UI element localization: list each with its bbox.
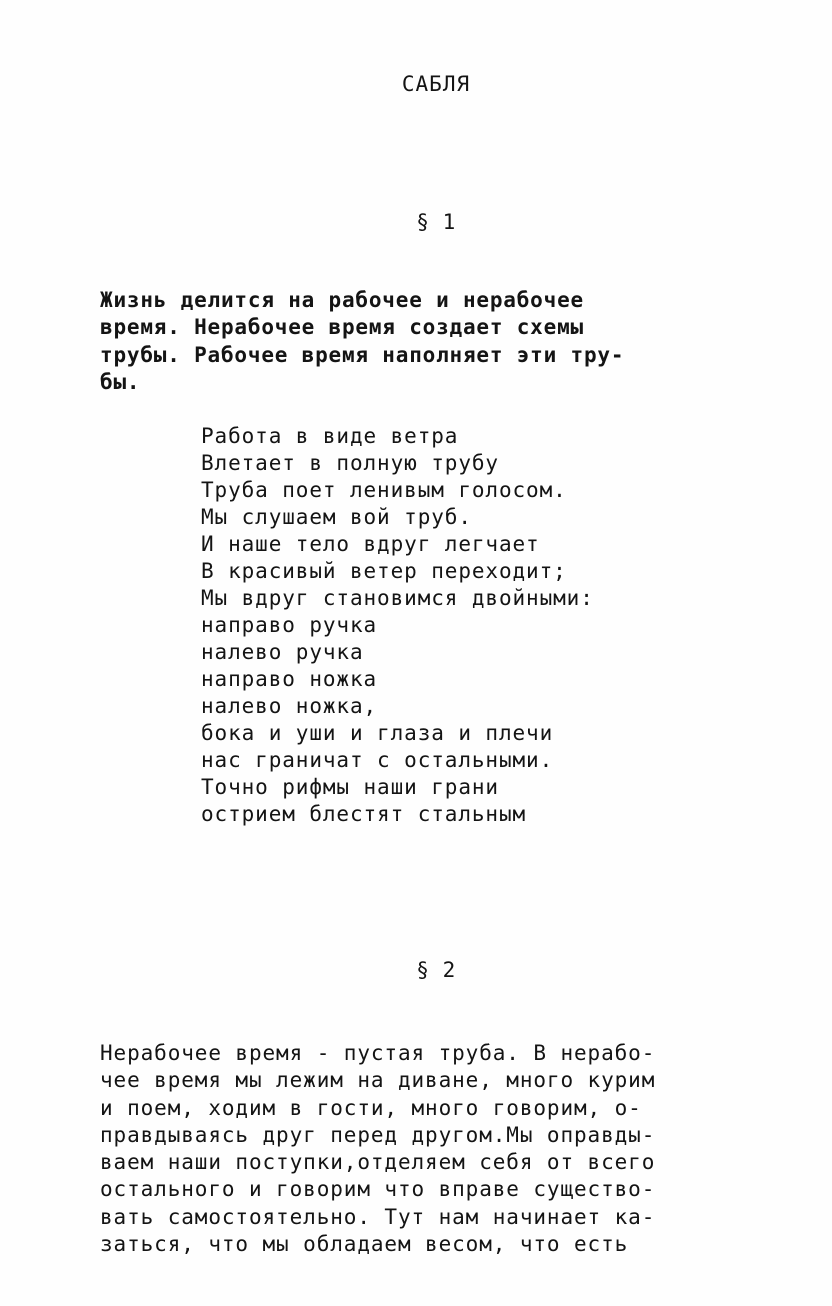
section-2-paragraph (100, 1040, 655, 1258)
verse-line: Точно рифмы наши грани (201, 775, 499, 799)
verse-line: острием блестят стальным (201, 802, 527, 826)
verse-line: направо ручка (201, 613, 378, 637)
paragraph-line: и поем, ходим в гости, много говорим, о- (100, 1095, 642, 1120)
verse-line: Работа в виде ветра (201, 424, 459, 448)
verse-line: И наше тело вдруг легчает (201, 532, 540, 556)
paragraph-line: остального и говорим что вправе существо- (100, 1177, 656, 1202)
paragraph-line: ваем наши поступки,отделяем себя от всего (100, 1150, 656, 1175)
paragraph-line: бы. (100, 369, 141, 394)
paragraph-line: чее время мы лежим на диване, много курим (100, 1068, 656, 1093)
paragraph-line: время. Нерабочее время создает схемы (100, 315, 584, 340)
section-1-paragraph (100, 287, 624, 396)
verse-line: Мы вдруг становимся двойными: (201, 586, 594, 610)
paragraph-line: заться, что мы обладаем весом, что есть (100, 1232, 629, 1257)
paragraph-line: правдываясь друг перед другом.Мы оправды- (100, 1122, 656, 1147)
verse-line: Влетает в полную трубу (201, 451, 499, 475)
section-2-heading: § 2 (416, 958, 456, 982)
verse-line: В красивый ветер переходит; (201, 559, 567, 583)
paragraph-line: Жизнь делится на рабочее и нерабочее (100, 288, 584, 312)
verse-line: направо ножка (201, 667, 378, 691)
verse-line: бока и уши и глаза и плечи (201, 721, 554, 745)
paragraph-line: трубы. Рабочее время наполняет эти тру- (100, 342, 625, 367)
verse-line: Мы слушаем вой труб. (201, 505, 472, 529)
verse-line: Труба поет ленивым голосом. (201, 478, 567, 502)
paragraph-line: Нерабочее время - пустая труба. В нерабо- (100, 1041, 656, 1065)
verse-line: нас граничат с остальными. (201, 748, 554, 772)
verse-line: налево ручка (201, 640, 364, 664)
paragraph-line: вать самостоятельно. Тут нам начинает ка- (100, 1204, 656, 1229)
verse-line: налево ножка, (201, 694, 378, 718)
page-title: САБЛЯ (401, 72, 471, 96)
section-1-heading: § 1 (416, 210, 456, 234)
poem-stanza (201, 423, 594, 828)
